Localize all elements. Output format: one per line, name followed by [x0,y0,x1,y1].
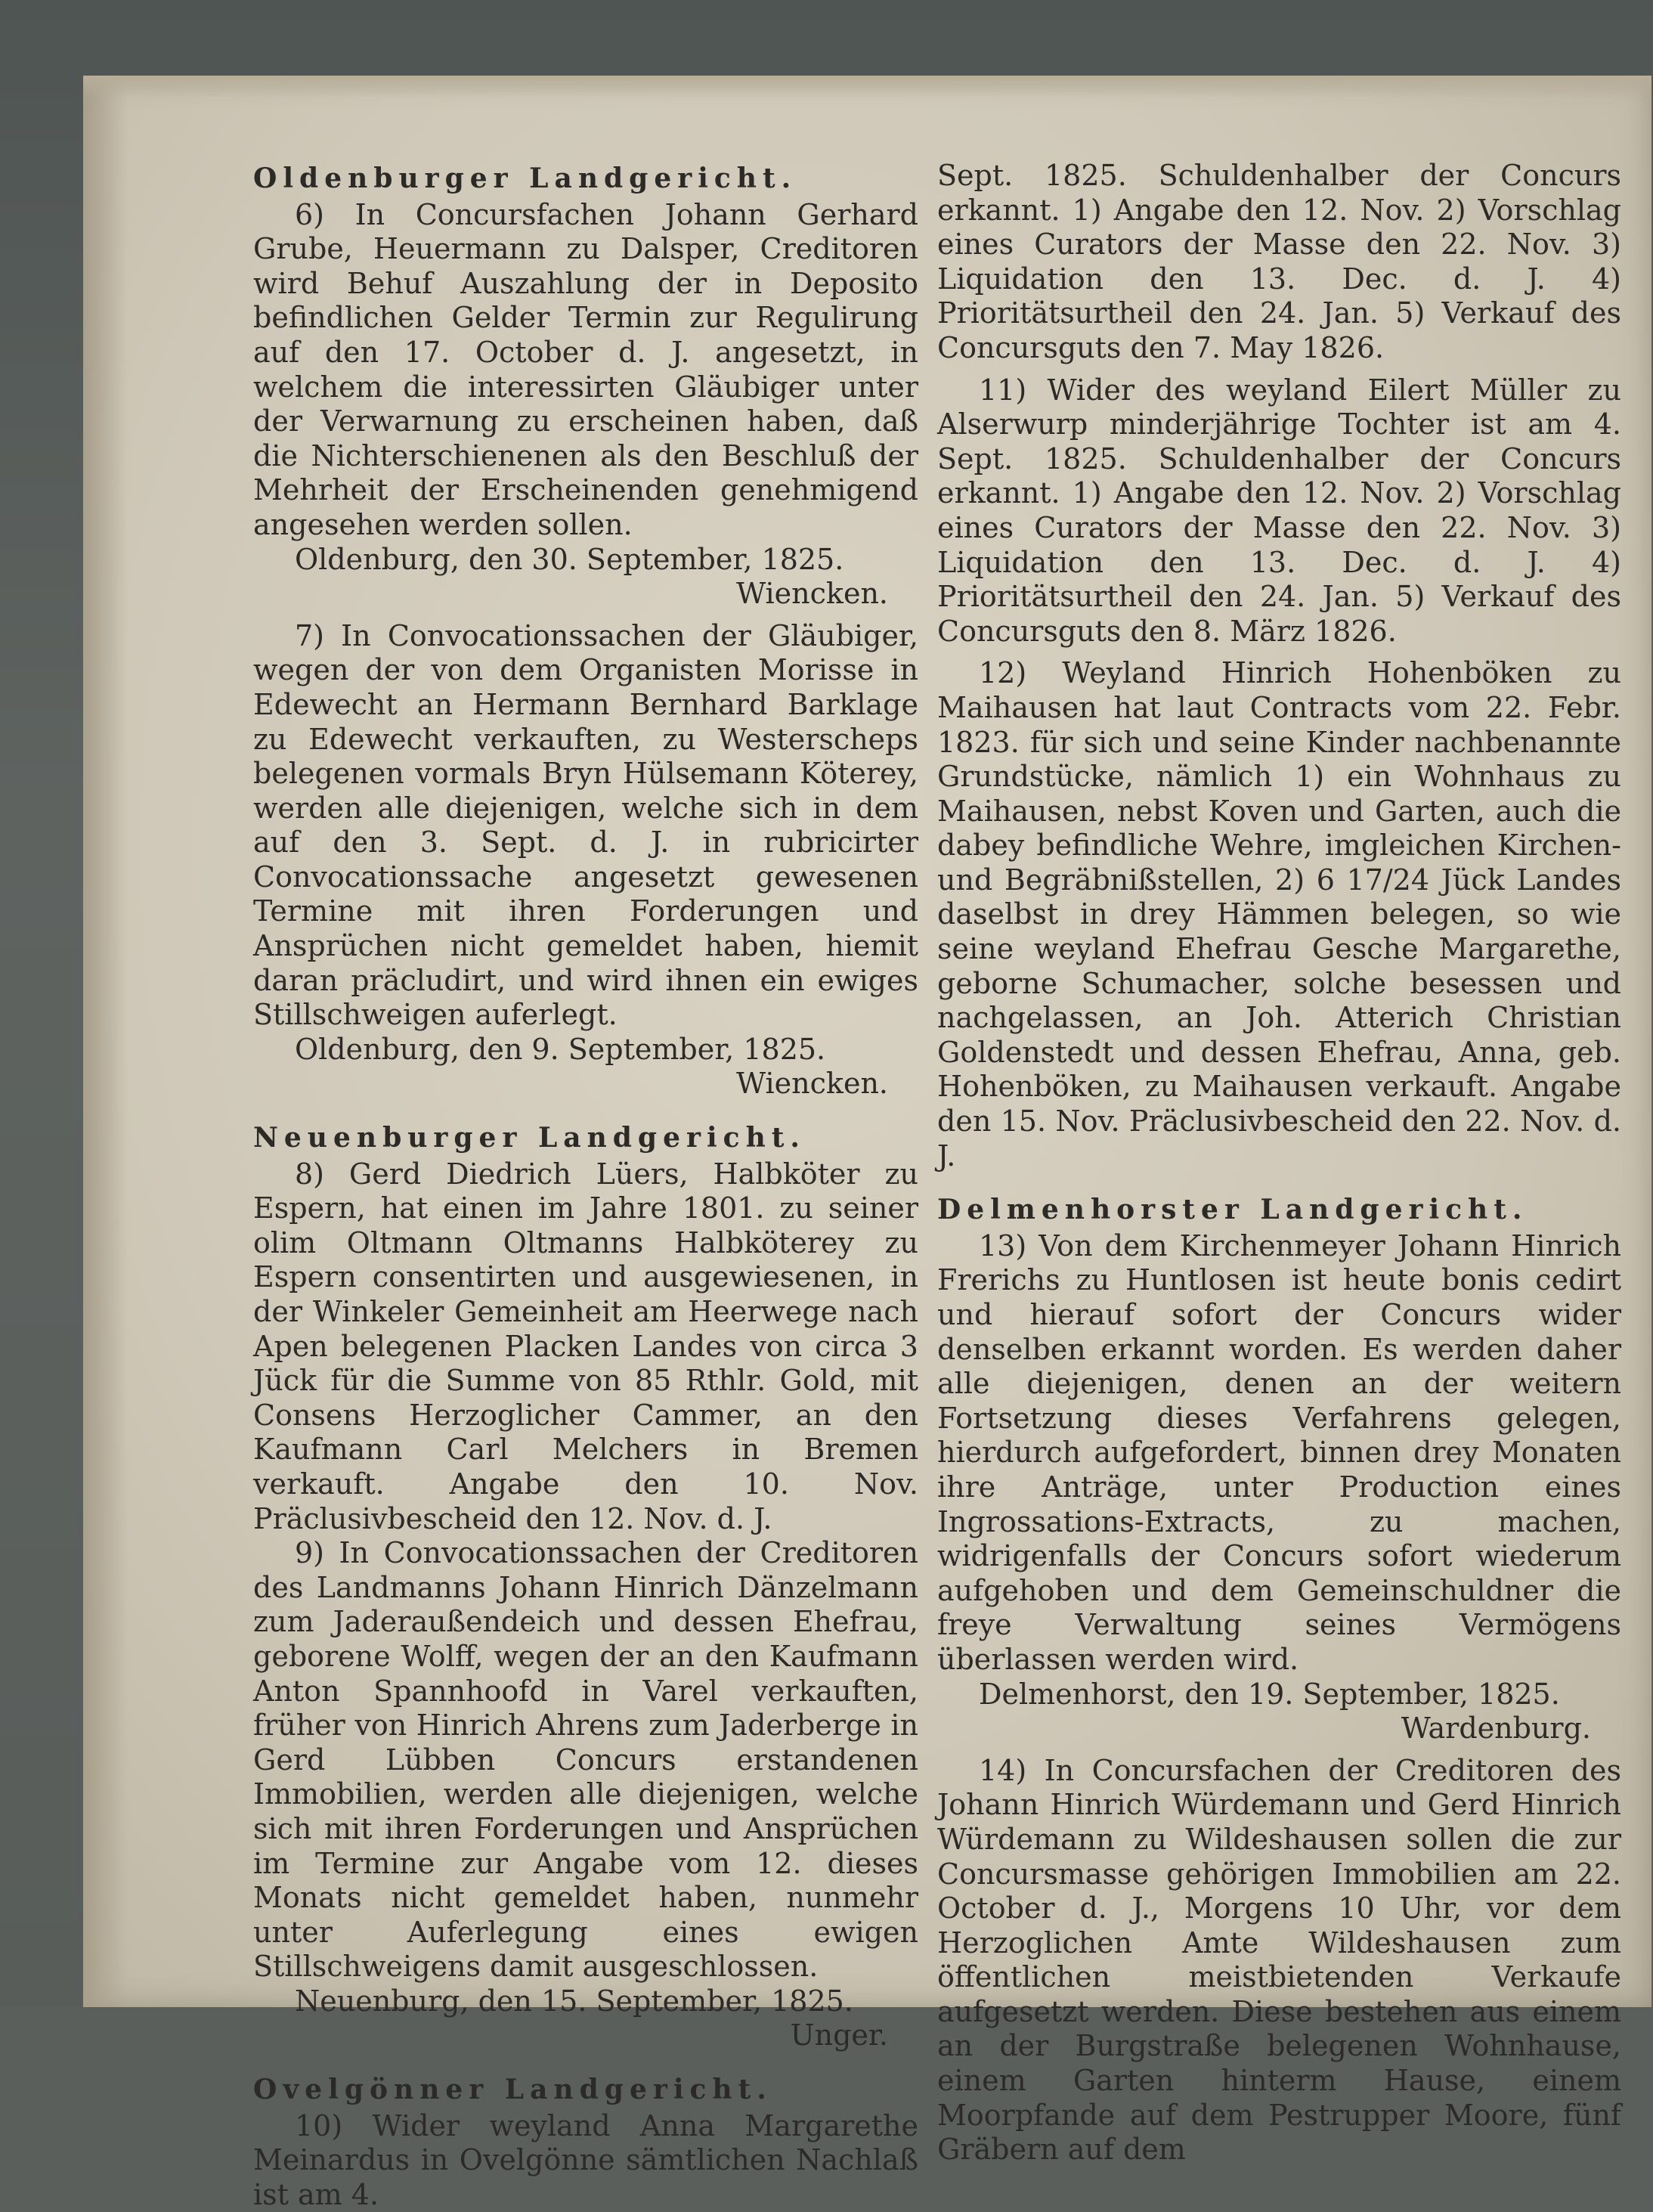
section-heading-oldenburg: Oldenburger Landgericht. [253,163,797,194]
notice-13-place-date: Delmenhorst, den 19. September, 1825. [979,1677,1560,1711]
notice-6-place-date: Oldenburg, den 30. September, 1825. [295,542,844,576]
notice-14: 14) In Concursfachen der Creditoren des Johann Hinrich Würdemann und Gerd Hinrich Würdemann zu Wildeshausen sollen die zur Concursmasse gehörigen Immobilien am 22. October d. J., Morgens 10 Uhr, vor dem Herzoglichen Amte Wildeshausen zum öffentlichen meistbietenden Verkaufe aufgesetzt werden. Diese bestehen aus einem an der Burgstraße belegenen Wohnhause, einem Garten hinterm Hause, einem Moorpfande auf dem Pestrupper Moore, fünf Gräbern auf dem [937,1753,1621,2167]
notice-10-start: 10) Wider weyland Anna Margarethe Meinardus in Ovelgönne sämtlichen Nachlaß ist am 4. [253,2108,918,2211]
notice-13: 13) Von dem Kirchenmeyer Johann Hinrich Frerichs zu Huntlosen ist heute bonis cedirt und hierauf sofort der Concurs wider denselben erkannt worden. Es werden daher alle diejenigen, denen an der weitern Fortsetzung dieses Verfahrens gelegen, hierdurch aufgefordert, binnen drey Monaten ihre Anträge, unter Production eines Ingrossations-Extracts, zu machen, widrigenfalls der Concurs sofort wiederum aufgehoben und dem Gemeinschuldner die freye Verwaltung seines Vermögens überlassen werden wird. [937,1228,1621,1676]
left-column [253,159,918,2212]
notice-7: 7) In Convocationssachen der Gläubiger, wegen der von dem Organisten Morisse in Edewecht an Hermann Bernhard Barklage zu Edewecht verkauften, zu Westerscheps belegenen vormals Bryn Hülsemann Köterey, werden alle diejenigen, welche sich in dem auf den 3. Sept. d. J. in rubricirter Convocationssache angesetzt gewesenen Termine mit ihren Forderungen und Ansprüchen nicht gemeldet haben, hiemit daran präcludirt, und wird ihnen ein ewiges Stillschweigen auferlegt. [253,618,918,1032]
notice-6-signer: Wiencken. [736,577,888,611]
notice-12: 12) Weyland Hinrich Hohenböken zu Maihausen hat laut Contracts vom 22. Febr. 1823. für sich und seine Kinder nachbenannte Grundstücke, nämlich 1) ein Wohnhaus zu Maihausen, nebst Koven und Garten, auch die dabey befindliche Wehre, imgleichen Kirchen- und Begräbnißstellen, 2) 6 17/24 Jück Landes daselbst in drey Hämmen belegen, so wie seine weyland Ehefrau Gesche Margarethe, geborne Schumacher, solche besessen und nachgelassen, an Joh. Atterich Christian Goldenstedt und dessen Ehefrau, Anna, geb. Hohenböken, zu Maihausen verkauft. Angabe den 15. Nov. Präclusivbescheid den 22. Nov. d. J. [937,656,1621,1173]
page-left-edge-shadow [83,76,128,2007]
page-top-edge-shadow [83,76,1651,98]
notice-9-place-date: Neuenburg, den 15. September, 1825. [295,1984,853,2018]
notice-8: 8) Gerd Diedrich Lüers, Halbköter zu Espern, hat einen im Jahre 1801. zu seiner olim Oltmann Oltmanns Halbköterey zu Espern consentirten und ausgewiesenen, in der Winkeler Gemeinheit am Heerwege nach Apen belegenen Placken Landes von circa 3 Jück für die Summe von 85 Rthlr. Gold, mit Consens Herzoglicher Cammer, an den Kaufmann Carl Melchers in Bremen verkauft. Angabe den 10. Nov. Präclusivbescheid den 12. Nov. d. J. [253,1157,918,1535]
notice-7-place-date: Oldenburg, den 9. September, 1825. [295,1032,826,1066]
notice-9: 9) In Convocationssachen der Creditoren des Landmanns Johann Hinrich Dänzelmann zum Jaderaußendeich und dessen Ehefrau, geborene Wolff, wegen der an den Kaufmann Anton Spannhoofd in Varel verkauften, früher von Hinrich Ahrens zum Jaderberge in Gerd Lübben Concurs erstandenen Immobilien, werden alle diejenigen, welche sich mit ihren Forderungen und Ansprüchen im Termine zur Angabe vom 12. dieses Monats nicht gemeldet haben, nunmehr unter Auferlegung eines ewigen Stillschweigens damit ausgeschlossen. [253,1536,918,1984]
notice-7-signer: Wiencken. [736,1067,888,1101]
section-heading-delmenhorst: Delmenhorster Landgericht. [937,1194,1528,1226]
section-heading-ovelgoenne: Ovelgönner Landgericht. [253,2074,772,2106]
section-heading-neuenburg: Neuenburger Landgericht. [253,1122,806,1154]
notice-6: 6) In Concursfachen Johann Gerhard Grube, Heuermann zu Dalsper, Creditoren wird Behuf Auszahlung der in Deposito befindlichen Gelder Termin zur Regulirung auf den 17. October d. J. angesetzt, in welchem die interessirten Gläubiger unter der Verwarnung zu erscheinen haben, daß die Nichterschienenen als den Beschluß der Mehrheit der Erscheinenden genehmigend angesehen werden sollen. [253,197,918,541]
notice-13-signer: Wardenburg. [1401,1712,1591,1746]
notice-10-continued: Sept. 1825. Schuldenhalber der Concurs erkannt. 1) Angabe den 12. Nov. 2) Vorschlag eines Curators der Masse den 22. Nov. 3) Liquidation den 13. Dec. d. J. 4) Prioritätsurtheil den 24. Jan. 5) Verkauf des Concursguts den 7. May 1826. [937,159,1621,364]
right-column [937,159,1621,2167]
notice-11: 11) Wider des weyland Eilert Müller zu Alserwurp minderjährige Tochter ist am 4. Sept. 1825. Schuldenhalber der Concurs erkannt. 1) Angabe den 12. Nov. 2) Vorschlag eines Curators der Masse den 22. Nov. 3) Liquidation den 13. Dec. d. J. 4) Prioritätsurtheil den 24. Jan. 5) Verkauf des Concursguts den 8. März 1826. [937,373,1621,648]
notice-9-signer: Unger. [790,2018,888,2052]
